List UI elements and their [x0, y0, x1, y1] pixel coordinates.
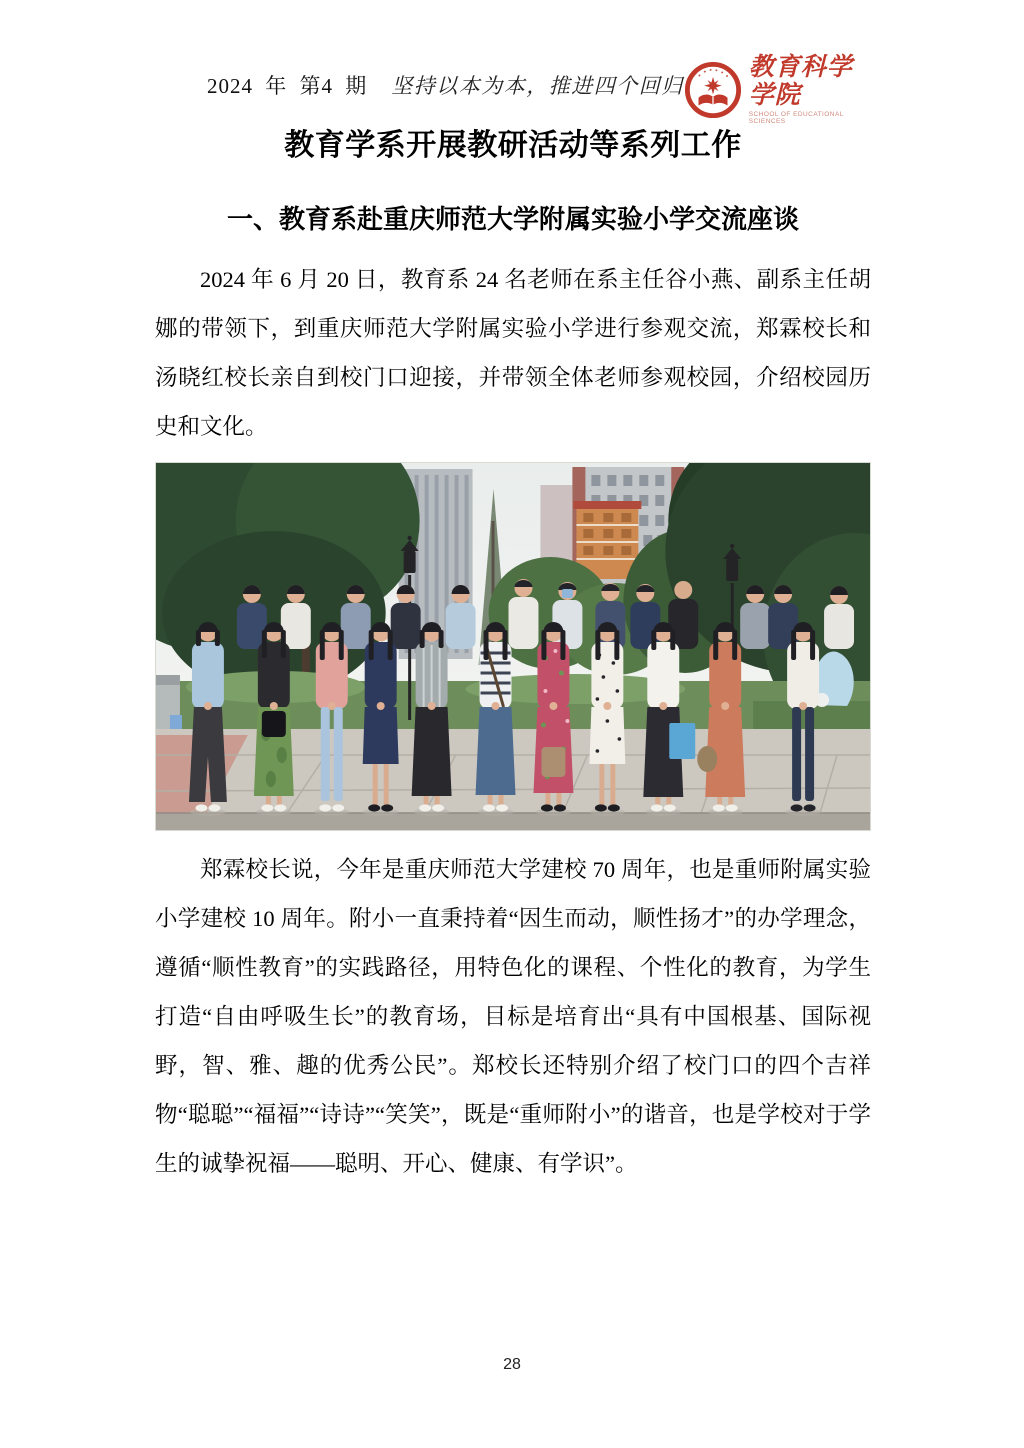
- school-logo-text: [749, 54, 871, 125]
- group-photo: [155, 462, 871, 831]
- paragraph-2: 郑霖校长说，今年是重庆师范大学建校 70 周年，也是重师附属实验小学建校 10 周年。附小一直秉持着“因生而动，顺性扬才”的办学理念，遵循“顺性教育”的实践路径，用特色化的课程、个性化的教育，为学生打造“自由呼吸生长”的教育场，目标是培育出“具有中国根基、国际视野，智、雅、趣的优秀公民”。郑校长还特别介绍了校门口的四个吉祥物“聪聪”“福福”“诗诗”“笑笑”，既是“重师附小”的谐音，也是学校对于学生的诚挚祝福——聪明、开心、健康、有学识”。: [155, 856, 871, 1176]
- issue-info: 2024 年 第4 期: [207, 74, 368, 98]
- photo-people-front-row: [189, 622, 821, 816]
- page-content: [155, 0, 871, 1188]
- article-title: 教育学系开展教研活动等系列工作: [284, 129, 742, 162]
- group-photo-illustration: [156, 463, 870, 830]
- page-header: [155, 54, 871, 125]
- paragraph-1: 2024 年 6 月 20 日，教育系 24 名老师在系主任谷小燕、副系主任胡娜的带领下，到重庆师范大学附属实验小学进行参观交流，郑霖校长和汤晓红校长亲自到校门口迎接，并带领全体老师参观校园，介绍校园历史和文化。: [155, 266, 871, 439]
- header-slogan: 坚持以本为本，推进四个回归: [391, 74, 684, 98]
- page-number: 28: [503, 1356, 521, 1373]
- header-issue-line: [155, 54, 684, 100]
- school-emblem-icon: [684, 61, 742, 119]
- school-name: 教育科学学院: [748, 54, 853, 109]
- school-logo: [684, 54, 871, 125]
- section-heading: 一、教育系赴重庆师范大学附属实验小学交流座谈: [226, 205, 799, 234]
- school-name-en: SCHOOL OF EDUCATIONAL SCIENCES: [748, 111, 844, 125]
